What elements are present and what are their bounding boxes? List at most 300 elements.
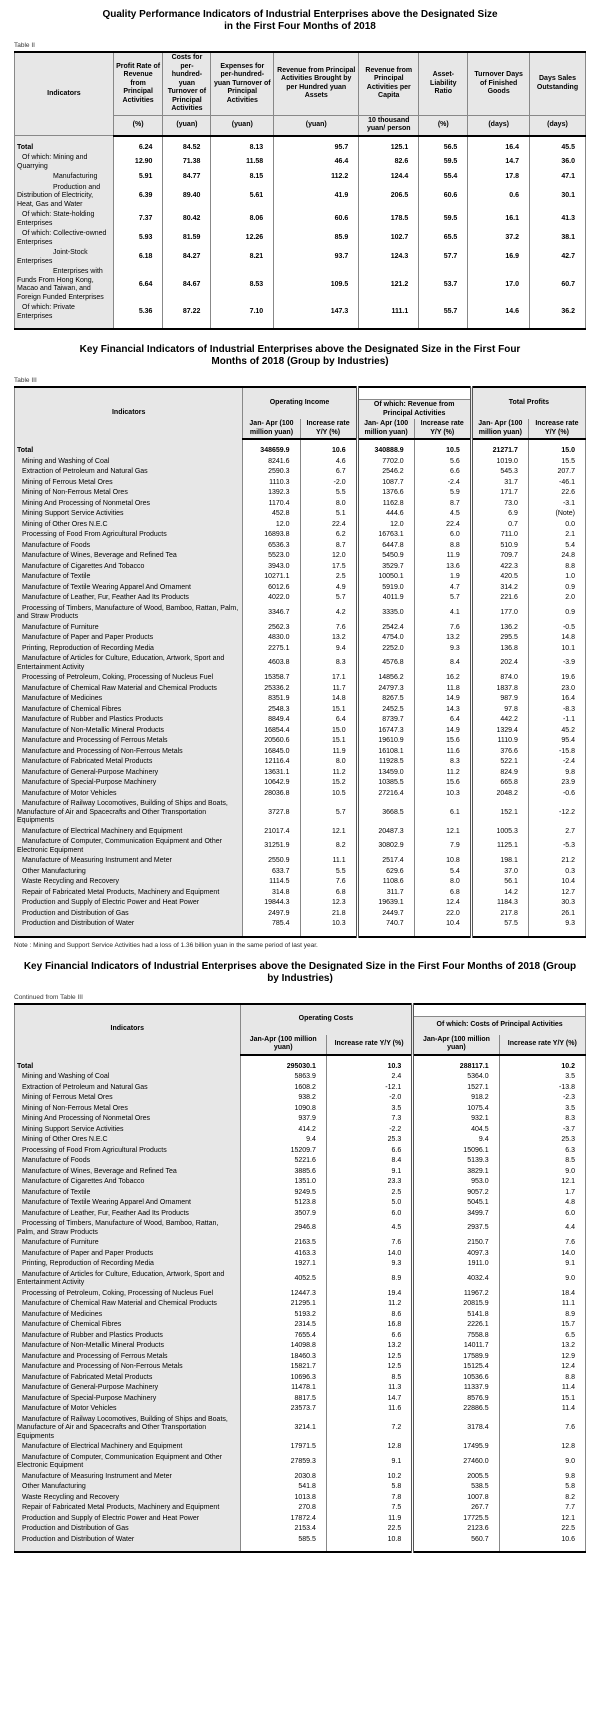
value-cell: 12.26	[211, 229, 274, 248]
value-cell: 10271.1	[243, 572, 300, 583]
value-cell: 7.5	[326, 1503, 412, 1514]
row-label: Manufacture of Computer, Communication Equipment and Other Electronic Equipment	[15, 837, 243, 856]
spacer-row	[15, 136, 586, 143]
value-cell: 11.9	[414, 551, 471, 562]
row-label: Production and Distribution of Gas	[15, 909, 243, 920]
value-cell: 109.5	[274, 267, 359, 303]
value-cell: 9.8	[499, 1472, 585, 1483]
section-title-financial-indicators-continued: Key Financial Indicators of Industrial Enterprises above the Designated Size in the First Four Months of 2018 (Group by Industries)	[23, 960, 577, 984]
value-cell: 665.8	[471, 778, 528, 789]
row-label: Mining of Ferrous Metal Ores	[15, 1093, 241, 1104]
value-cell: 5.36	[113, 303, 163, 322]
value-cell: 14.2	[471, 888, 528, 899]
value-cell: 17971.5	[240, 1442, 326, 1453]
value-cell: -2.0	[300, 478, 357, 489]
value-cell: 95.4	[528, 736, 585, 747]
value-cell: 17589.9	[413, 1352, 499, 1363]
table-row	[15, 572, 586, 583]
spacer-cell	[163, 136, 211, 143]
value-cell: 7.6	[326, 1238, 412, 1249]
value-cell: 1.7	[499, 1188, 585, 1199]
table3b-header-groups-top	[15, 1004, 586, 1017]
value-cell: 207.7	[528, 467, 585, 478]
value-cell: 1351.0	[240, 1177, 326, 1188]
value-cell: 8.3	[414, 757, 471, 768]
value-cell: 8.6	[326, 1310, 412, 1321]
value-cell: 23.9	[528, 778, 585, 789]
value-cell: 8.3	[300, 654, 357, 673]
table-row	[15, 877, 586, 888]
value-cell: 11.9	[326, 1514, 412, 1525]
value-cell: 824.9	[471, 768, 528, 779]
value-cell: 2937.5	[413, 1219, 499, 1238]
unit-cell: (yuan)	[274, 115, 359, 136]
value-cell: 9.1	[326, 1167, 412, 1178]
table-row	[15, 1352, 586, 1363]
financial-indicators-continued-table	[14, 1003, 586, 1554]
spacer-cell	[357, 930, 414, 937]
value-cell: 5.61	[211, 183, 274, 211]
spacer-cell	[274, 322, 359, 329]
value-cell: 1837.8	[471, 684, 528, 695]
row-label: Mining And Processing of Nonmetal Ores	[15, 1114, 241, 1125]
value-cell: 59.5	[419, 153, 468, 172]
value-cell: 12.8	[499, 1442, 585, 1453]
table-row	[15, 1524, 586, 1535]
value-cell: 8576.9	[413, 1394, 499, 1405]
value-cell: 7.2	[326, 1415, 412, 1443]
value-cell: 202.4	[471, 654, 528, 673]
table-row	[15, 1394, 586, 1405]
table-row	[15, 736, 586, 747]
value-cell: 1110.3	[243, 478, 300, 489]
value-cell: 2.7	[528, 827, 585, 838]
spacer-cell	[240, 1545, 326, 1552]
value-cell: 8.5	[326, 1373, 412, 1384]
value-cell: 1075.4	[413, 1104, 499, 1115]
table-row	[15, 1331, 586, 1342]
row-label: Manufacture and Processing of Ferrous Metals	[15, 1352, 241, 1363]
value-cell: 10.2	[499, 1062, 585, 1073]
value-cell: 6.4	[414, 715, 471, 726]
value-cell: (Note)	[528, 509, 585, 520]
table-row	[15, 1289, 586, 1300]
value-cell: 10.6	[499, 1535, 585, 1546]
value-cell: 12.0	[243, 520, 300, 531]
value-cell: 125.1	[359, 143, 419, 154]
value-cell: 147.3	[274, 303, 359, 322]
value-cell: 6.8	[414, 888, 471, 899]
value-cell: 2.4	[326, 1072, 412, 1083]
spacer-cell	[300, 930, 357, 937]
value-cell: 124.4	[359, 172, 419, 183]
value-cell: 206.5	[359, 183, 419, 211]
value-cell: 10385.5	[357, 778, 414, 789]
value-cell: 11.8	[414, 684, 471, 695]
col-header-asset-liability: Asset-Liability Ratio	[419, 52, 468, 115]
section-title-financial-indicators: Key Financial Indicators of Industrial Enterprises above the Designated Size in the First Four Months of 2018 (Group by Industries)	[79, 344, 521, 367]
group-header-total-profits: Total Profits	[471, 387, 585, 419]
value-cell: 53.7	[419, 267, 468, 303]
table-row	[15, 562, 586, 573]
subcol-increase: Increase rate Y/Y (%)	[414, 419, 471, 439]
value-cell: 30802.9	[357, 837, 414, 856]
spacer-cell	[113, 322, 163, 329]
row-label: Manufacture of Railway Locomotives, Building of Ships and Boats, Manufacture of Air and Spacecrafts and Other Transportation Equipments	[15, 1415, 241, 1443]
value-cell: 4.8	[499, 1198, 585, 1209]
value-cell: 57.7	[419, 248, 468, 267]
value-cell: 19.4	[326, 1289, 412, 1300]
value-cell: 1911.0	[413, 1259, 499, 1270]
value-cell: 84.67	[163, 267, 211, 303]
value-cell: 11.6	[414, 747, 471, 758]
row-label: Manufacture of Rubber and Plastics Products	[15, 715, 243, 726]
value-cell: -12.1	[326, 1083, 412, 1094]
value-cell: -3.1	[528, 499, 585, 510]
subcol-increase: Increase rate Y/Y (%)	[499, 1035, 585, 1055]
value-cell: 3885.6	[240, 1167, 326, 1178]
col-header-profit-rate: Profit Rate of Revenue from Principal Activities	[113, 52, 163, 115]
value-cell: 9.4	[240, 1135, 326, 1146]
value-cell: 15.0	[300, 726, 357, 737]
table2-header-names	[15, 52, 586, 115]
value-cell: 7558.8	[413, 1331, 499, 1342]
row-label: Manufacture of Foods	[15, 1156, 241, 1167]
table-row	[15, 694, 586, 705]
value-cell: 11.2	[300, 768, 357, 779]
value-cell: 10.4	[414, 919, 471, 930]
row-label: Manufacture of Cigarettes And Tobacco	[15, 562, 243, 573]
value-cell: 15.7	[499, 1320, 585, 1331]
value-cell: -3.9	[528, 654, 585, 673]
value-cell: 25.3	[326, 1135, 412, 1146]
value-cell: 8.0	[300, 499, 357, 510]
value-cell: 9.0	[499, 1270, 585, 1289]
table-row	[15, 1198, 586, 1209]
value-cell: 15.0	[528, 446, 585, 457]
value-cell: 8739.7	[357, 715, 414, 726]
col-header-revenue-assets: Revenue from Principal Activities Brought by per Hundred yuan Assets	[274, 52, 359, 115]
value-cell: 8.15	[211, 172, 274, 183]
row-label: Production and Supply of Electric Power and Heat Power	[15, 1514, 241, 1525]
row-label: Of which: Mining and Quarrying	[15, 153, 114, 172]
value-cell: 6.0	[499, 1209, 585, 1220]
row-label: Mining of Other Ores N.E.C	[15, 1135, 241, 1146]
table-row	[15, 172, 586, 183]
value-cell: 8241.6	[243, 457, 300, 468]
value-cell: 7.6	[300, 877, 357, 888]
value-cell: 1090.8	[240, 1104, 326, 1115]
value-cell: 5450.9	[357, 551, 414, 562]
value-cell: 1162.8	[357, 499, 414, 510]
value-cell: 14098.8	[240, 1341, 326, 1352]
value-cell: 16.4	[468, 143, 530, 154]
value-cell: -2.3	[499, 1093, 585, 1104]
spacer-cell	[15, 1545, 241, 1552]
row-label: Manufacture of Textile Wearing Apparel And Ornament	[15, 1198, 241, 1209]
value-cell: 17.5	[300, 562, 357, 573]
table-row	[15, 478, 586, 489]
table-row	[15, 248, 586, 267]
value-cell: 14.0	[326, 1249, 412, 1260]
value-cell: 7.8	[326, 1493, 412, 1504]
value-cell: 136.8	[471, 644, 528, 655]
value-cell: 17.8	[468, 172, 530, 183]
spacer-cell	[528, 930, 585, 937]
value-cell: 56.5	[419, 143, 468, 154]
value-cell: 633.7	[243, 867, 300, 878]
table-row	[15, 210, 586, 229]
table-row	[15, 1259, 586, 1270]
value-cell: 6.0	[326, 1209, 412, 1220]
row-label: Manufacture of Leather, Fur, Feather Aad Its Products	[15, 1209, 241, 1220]
value-cell: 22.4	[300, 520, 357, 531]
group-header-operating-income: Operating Income	[243, 387, 357, 419]
value-cell: 15.1	[300, 705, 357, 716]
col-header-days-sales: Days Sales Outstanding	[529, 52, 585, 115]
value-cell: 14.8	[300, 694, 357, 705]
value-cell: 21271.7	[471, 446, 528, 457]
row-label: Production and Distribution of Water	[15, 1535, 241, 1546]
value-cell: 295030.1	[240, 1062, 326, 1073]
value-cell: 10050.1	[357, 572, 414, 583]
value-cell: 585.5	[240, 1535, 326, 1546]
value-cell: 6.6	[326, 1146, 412, 1157]
value-cell: 2048.2	[471, 789, 528, 800]
value-cell: 12.90	[113, 153, 163, 172]
value-cell: 5.5	[300, 867, 357, 878]
value-cell: 5141.8	[413, 1310, 499, 1321]
value-cell: 71.38	[163, 153, 211, 172]
row-label: Mining and Washing of Coal	[15, 1072, 241, 1083]
row-label: Production and Distribution of Water	[15, 919, 243, 930]
unit-cell: (%)	[113, 115, 163, 136]
row-label: Of which: Collective-owned Enterprises	[15, 229, 114, 248]
value-cell: 1108.6	[357, 877, 414, 888]
value-cell: 711.0	[471, 530, 528, 541]
value-cell: 5863.9	[240, 1072, 326, 1083]
spacer-row	[15, 1545, 586, 1552]
value-cell: 9.0	[499, 1167, 585, 1178]
value-cell: 1376.6	[357, 488, 414, 499]
table-row	[15, 1493, 586, 1504]
value-cell: 9.8	[528, 768, 585, 779]
value-cell: 4.4	[499, 1219, 585, 1238]
value-cell: 5123.8	[240, 1198, 326, 1209]
table-row	[15, 1362, 586, 1373]
row-label: Manufacture of Chemical Raw Material and Chemical Products	[15, 684, 243, 695]
value-cell: 6.7	[300, 467, 357, 478]
spacer-cell	[414, 439, 471, 446]
row-label: Manufacture of Foods	[15, 541, 243, 552]
value-cell: 60.6	[419, 183, 468, 211]
table-row	[15, 1415, 586, 1443]
value-cell: 4603.8	[243, 654, 300, 673]
value-cell: 10536.6	[413, 1373, 499, 1384]
value-cell: 13.2	[326, 1341, 412, 1352]
table-row	[15, 1219, 586, 1238]
value-cell: 8.4	[414, 654, 471, 673]
value-cell: 5139.3	[413, 1156, 499, 1167]
value-cell: 987.9	[471, 694, 528, 705]
value-cell: -15.8	[528, 747, 585, 758]
value-cell: 918.2	[413, 1093, 499, 1104]
value-cell: 4.7	[414, 583, 471, 594]
spacer-cell	[471, 439, 528, 446]
subcol-janapr: Jan-Apr (100 million yuan)	[240, 1035, 326, 1055]
value-cell: -3.7	[499, 1125, 585, 1136]
value-cell: 2.1	[528, 530, 585, 541]
table-row	[15, 1320, 586, 1331]
value-cell: 11.4	[499, 1404, 585, 1415]
table-row	[15, 267, 586, 303]
value-cell: 6.6	[326, 1331, 412, 1342]
value-cell: 8.2	[499, 1493, 585, 1504]
value-cell: 11.3	[326, 1383, 412, 1394]
table-row	[15, 1167, 586, 1178]
value-cell: 2517.4	[357, 856, 414, 867]
table-row	[15, 303, 586, 322]
value-cell: 12.8	[326, 1442, 412, 1453]
value-cell: 84.77	[163, 172, 211, 183]
table-row	[15, 1072, 586, 1083]
value-cell: 22.4	[414, 520, 471, 531]
value-cell: 4163.3	[240, 1249, 326, 1260]
value-cell: 7.9	[414, 837, 471, 856]
row-label: Manufacture of Cigarettes And Tobacco	[15, 1177, 241, 1188]
value-cell: 111.1	[359, 303, 419, 322]
row-label: Waste Recycling and Recovery	[15, 877, 243, 888]
row-label: Other Manufacturing	[15, 867, 243, 878]
row-label: Processing of Food From Agricultural Products	[15, 530, 243, 541]
value-cell: 221.6	[471, 593, 528, 604]
value-cell: 1329.4	[471, 726, 528, 737]
value-cell: 11478.1	[240, 1383, 326, 1394]
value-cell: 8.2	[300, 837, 357, 856]
value-cell: 8.5	[499, 1156, 585, 1167]
value-cell: 2030.8	[240, 1472, 326, 1483]
row-label: Manufacture of Furniture	[15, 623, 243, 634]
table-row	[15, 1442, 586, 1453]
row-label: Of which: State-holding Enterprises	[15, 210, 114, 229]
value-cell: 15.5	[528, 457, 585, 468]
value-cell: 177.0	[471, 604, 528, 623]
value-cell: 23.0	[528, 684, 585, 695]
value-cell: 4.5	[414, 509, 471, 520]
row-label: Manufacture and Processing of Non-Ferrous Metals	[15, 1362, 241, 1373]
table-row	[15, 919, 586, 930]
value-cell: 37.0	[471, 867, 528, 878]
value-cell: 11.7	[300, 684, 357, 695]
table-row	[15, 644, 586, 655]
spacer-cell	[211, 322, 274, 329]
value-cell: 217.8	[471, 909, 528, 920]
value-cell: 27859.3	[240, 1453, 326, 1472]
value-cell: 59.5	[419, 210, 468, 229]
value-cell: 340888.9	[357, 446, 414, 457]
value-cell: 19.6	[528, 673, 585, 684]
value-cell: 9.3	[414, 644, 471, 655]
value-cell: 36.0	[529, 153, 585, 172]
value-cell: 16763.1	[357, 530, 414, 541]
financial-indicators-table	[14, 386, 586, 938]
spacer-cell	[419, 136, 468, 143]
value-cell: 73.0	[471, 499, 528, 510]
table-row	[15, 684, 586, 695]
value-cell: 4022.0	[243, 593, 300, 604]
spacer-cell	[15, 1055, 241, 1062]
value-cell: 80.42	[163, 210, 211, 229]
value-cell: 311.7	[357, 888, 414, 899]
value-cell: -46.1	[528, 478, 585, 489]
unit-cell: (days)	[468, 115, 530, 136]
value-cell: 4.6	[300, 457, 357, 468]
value-cell: 5221.6	[240, 1156, 326, 1167]
value-cell: 3668.5	[357, 799, 414, 827]
spacer-row	[15, 439, 586, 446]
table-row	[15, 827, 586, 838]
table-row	[15, 1156, 586, 1167]
value-cell: 5.8	[326, 1482, 412, 1493]
value-cell: 13.6	[414, 562, 471, 573]
value-cell: -2.4	[414, 478, 471, 489]
value-cell: -0.5	[528, 623, 585, 634]
value-cell: 8.3	[499, 1114, 585, 1125]
value-cell: 102.7	[359, 229, 419, 248]
value-cell: 7.7	[499, 1503, 585, 1514]
value-cell: 15.1	[499, 1394, 585, 1405]
value-cell: 56.1	[471, 877, 528, 888]
value-cell: 11.6	[326, 1404, 412, 1415]
value-cell: 4.9	[300, 583, 357, 594]
value-cell: 31.7	[471, 478, 528, 489]
spacer-cell	[468, 322, 530, 329]
value-cell: 10.5	[414, 446, 471, 457]
value-cell: 16747.3	[357, 726, 414, 737]
value-cell: 14.6	[468, 303, 530, 322]
value-cell: 4052.5	[240, 1270, 326, 1289]
value-cell: 30.3	[528, 898, 585, 909]
spacer-cell	[357, 439, 414, 446]
table-row	[15, 520, 586, 531]
value-cell: 1184.3	[471, 898, 528, 909]
spacer-cell	[300, 439, 357, 446]
value-cell: 22.5	[326, 1524, 412, 1535]
value-cell: 16.9	[468, 248, 530, 267]
value-cell: 4830.0	[243, 633, 300, 644]
value-cell: 8.9	[499, 1310, 585, 1321]
table-row	[15, 1114, 586, 1125]
value-cell: 5.7	[414, 593, 471, 604]
value-cell: 1087.7	[357, 478, 414, 489]
value-cell: 12.1	[300, 827, 357, 838]
table-row	[15, 623, 586, 634]
value-cell: 84.27	[163, 248, 211, 267]
value-cell: 709.7	[471, 551, 528, 562]
value-cell: 25336.2	[243, 684, 300, 695]
row-label: Manufacture of Measuring Instrument and Meter	[15, 856, 243, 867]
value-cell: 14.3	[414, 705, 471, 716]
value-cell: 178.5	[359, 210, 419, 229]
value-cell: 2123.6	[413, 1524, 499, 1535]
row-label: Manufacture of Special-Purpose Machinery	[15, 1394, 241, 1405]
value-cell: 8.13	[211, 143, 274, 154]
value-cell: 2150.7	[413, 1238, 499, 1249]
value-cell: 12447.3	[240, 1289, 326, 1300]
value-cell: 30.1	[529, 183, 585, 211]
value-cell: 15096.1	[413, 1146, 499, 1157]
value-cell: 376.6	[471, 747, 528, 758]
